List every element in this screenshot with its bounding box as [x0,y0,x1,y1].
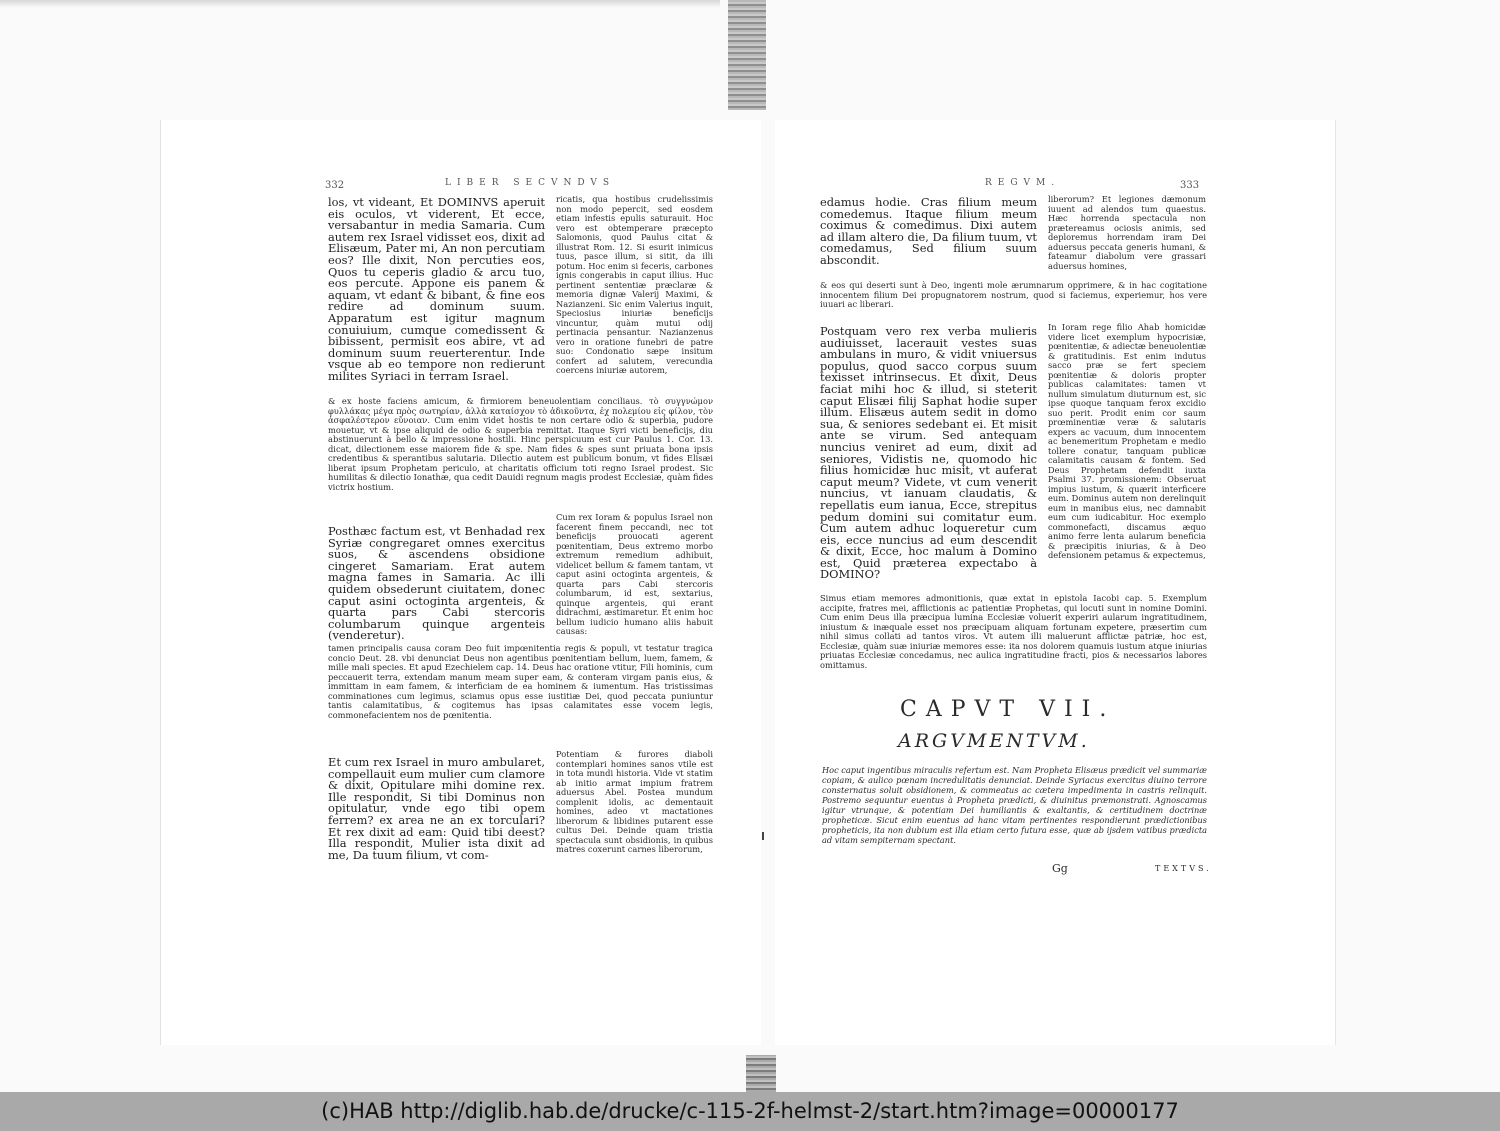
left-running-head: LIBER SECVNDVS [445,178,616,188]
left-main-text-1: los, vt videant, Et DOMINVS aperuit eis oculos, vt viderent, Et ecce, versabantur in media Samaria. Cum autem rex Israel vidisset eos, dixit ad Elisæum, Pater mi, An non percutiam eos? Ille dixit, Non percuties eos, Quos tu ceperis gladio & arcu tuo, eos percute. Appone eis panem & aquam, vt edant & bibant, & fine eos redire ad dominum suum. Apparatum est igitur magnum conuiuium, cumque comedissent & bibissent, permisit eos abire, vt ad dominum suum reuerterentur. Inde vsque ab eo tempore non redierunt milites Syriaci in terram Israel. [328,195,545,383]
chapter-subtitle: ARGVMENTVM. [898,730,1090,752]
right-marginal-note-2: In Ioram rege filio Ahab homicidæ videre licet exemplum hypocrisiæ, pœnitentiæ, & adiectæ beneuolentiæ & gratitudinis. Est enim indutus sacco præ se fert speciem pœnitentiæ & doloris propter publicas calamitates: tamen vt nullum simulatum diuturnum est, sic ipse quoque tanquam ferox excidio suo perit. Prodit enim cor saum prœminentiæ veræ & salutaris expers ac vacuum, dum innocentem ac benemeritum Prophetam e medio tollere conatur, tanquam publicæ calamitatis causam & fontem. Sed Deus Prophetam defendit iuxta Psalmi 37. promissionem: Obseruat impius iustum, & quærit interficere eum. Dominus autem non derelinquit eum in manibus eius, nec damnabit eum cum iudicabitur. Hoc exemplo commonefacti, discamus æquo animo ferre lenta aularum beneficia & præcipitis iniurias, & à Deo defensionem petamus & expectemus, [1048,322,1206,560]
left-page-number: 332 [325,180,345,191]
right-main-text-1: edamus hodie. Cras filium meum comedemus. Itaque filium meum coximus & comedimus. Dixi autem ad illam altero die, Da filium tuum, vt comedamus, Sed filium suum abscondit. [820,195,1037,267]
right-running-head: REGVM. [985,178,1061,188]
margin-mark [762,832,764,840]
chapter-argument: Hoc caput ingentibus miraculis refertum est. Nam Propheta Elisæus prædicit vel summariæ copiam, & aulico pœnam incredulitatis denunciat. Deinde Syriacus exercitus diuino terrore consternatus soluit obsidionem, & commeatus ac cætera impedimenta in castris relinquit. Postremo sequuntur euentus à Propheta prædicti, & diuinitus præmonstrati. Agnoscamus igitur vtrunque, & potentiam Dei humiliantis & exaltantis, & certitudinem doctrinæ propheticæ. Sicut enim euentus ad hanc vitam pertinentes respondierunt prædictionibus propheticis, ita non dubium est illa etiam certo futura esse, quæ ab ijsdem vatibus prædicta ad vitam sempiternam spectant. [822,765,1207,845]
right-commentary-2: Simus etiam memores admonitionis, quæ extat in epistola Iacobi cap. 5. Exemplum accipite, fratres mei, afflictionis ac patientiæ Prophetas, qui locuti sunt in nomine Domini. Cum enim Deus illa præcipua lumina Ecclesiæ voluerit experiri aularum ingratitudinem, iniustum & inæquale esset nos præcipuam aliquam fortunam expetere, præsertim cum nihil simus collati ad tantos viros. Vt autem illi maluerunt afflictæ patriæ, hoc est, Ecclesiæ, quàm suæ iniuriæ memores esse: ita nos dolorem quamuis iustum atque iniurias priuatas Ecclesiæ concedamus, nec aulica ingratitudine fracti, pios & necessarios labores omittamus. [820,593,1207,670]
left-main-text-2: Posthæc factum est, vt Benhadad rex Syriæ congregaret omnes exercitus suos, & ascendens obsidione cingeret Samariam. Erat autem magna fames in Samaria. Ac illi quidem obsederunt ciuitatem, donec caput asini octoginta argenteis, & quarta pars Cabi stercoris columbarum quinque argenteis (venderetur). [328,524,545,643]
scan-edge [0,0,720,8]
left-marginal-note-3: Potentiam & furores diaboli contemplari homines sanos vtile est in tota mundi historia. Vide vt statim ab initio armat impium fratrem aduersus Abel. Postea mundum complenit idolis, ac dementauit homines, adeo vt mactationes liberorum & libidines putarent esse cultus Dei. Deinde quam tristia spectacula sunt obsidionis, in quibus matres coxerunt carnes liberorum, [556,749,713,854]
left-commentary-2: tamen principalis causa coram Deo fuit impœnitentia regis & populi, vt testatur tragica concio Deut. 28. vbi denunciat Deus non agentibus pœnitentiam bellum, luem, famem, & mille mali species. Et apud Ezechielem cap. 14. Deus hac oratione vtitur, Fili hominis, cum peccauerit terra, extendam manum meam super eam, & conteram virgam panis eius, & immittam in eam famem, & interficiam de ea hominem & iumentum. Has tristissimas comminationes cum legimus, sciamus opus esse iustitiæ Dei, quod peccata puniuntur tantis calamitatibus, & cogitemus has ipsas calamitates esse vocem legis, commonefacientem nos de pœnitentia. [328,643,713,720]
left-main-text-3: Et cum rex Israel in muro ambularet, compellauit eum mulier cum clamore & dixit, Opitulare mihi domine rex. Ille respondit, Si tibi Dominus non opitulatur, vnde ego tibi opem ferrem? ex area ne an ex torculari? Et rex dixit ad eam: Quid tibi deest? Illa respondit, Mulier ista dixit ad me, Da tuum filium, vt com- [328,755,545,862]
right-commentary-1: & eos qui deserti sunt à Deo, ingenti mole ærumnarum opprimere, & in hac cogitatione innocentem filium Dei propugnatorem nostrum, quod si faciemus, experiemur, hos vere iuuari ac liberari. [820,280,1207,309]
left-marginal-note-2: Cum rex Ioram & populus Israel non facerent finem peccandi, nec tot beneficijs prouocati agerent pœnitentiam, Deus extremo morbo extremum remedium adhibuit, videlicet bellum & famem tantam, vt caput asini octoginta argenteis, & quarta pars Cabi stercoris columbarum, id est, sextarius, quinque argenteis, qui erant didrachmi, æstimaretur. Et enim hoc bellum iudicio humano aliis habuit causas: [556,512,713,636]
chapter-title: CAPVT VII. [900,697,1116,722]
catchword: TEXTVS. [1155,864,1212,873]
left-commentary-1: & ex hoste faciens amicum, & firmiorem beneuolentiam conciliaus. τὸ συγγνώμον φυλλάκας μέγα πρὸς σωτηρίαν, ἀλλὰ καταίσχον τὸ ἀδικοῦντα, ἐχ πολεμίου εἰς φίλον, τὸν ἀσφαλέστερον εὔνοιαν. Cum enim videt hostis te non certare odio & superbia, pudore mouetur, vt & ipse aliquid de odio & superbia remittat. Itaque Syri victi beneficijs, diu abstinuerunt à bello & impressione hostili. Hinc perspicuum est cur Paulus 1. Cor. 13. dicat, dilectionem esse maiorem fide & spe. Nam fides & spes sunt priuata bona ipsis credentibus & sperantibus salutaria. Dilectio autem est publicum bonum, vt fides Elisæi liberat ipsum Prophetam periculo, at charitatis officium toti regno Israel prodest. Sic humilitas & dilectio Ionathæ, qua cedit Dauidi regnum magis prodest Ecclesiæ, quàm fides victrix hostium. [328,396,713,492]
right-marginal-note-1: liberorum? Et legiones dæmonum iuuent ad alendos tum quaestus. Hæc horrenda spectacula non prætereamus ociosis animis, sed deploremus horrendam iram Dei aduersus peccata generis humani, & fateamur diabolum vere grassari aduersus homines, [1048,194,1206,271]
right-main-text-2: Postquam vero rex verba mulieris audiuisset, lacerauit vestes suas ambulans in muro, & vidit vniuersus populus, quod sacco corpus suum texisset intrinsecus. Et dixit, Deus faciat mihi hoc & illud, si steterit caput Elisæi filij Saphat hodie super illum. Elisæus autem sedit in domo sua, & seniores sedebant ei. Et misit ante se virum. Sed antequam nuncius veniret ad eum, dixit ad seniores, Vidistis ne, quomodo hic filius homicidæ huc misit, vt auferat caput meum? Videte, vt cum venerit nuncius, vt ianuam claudatis, & repellatis eum ianua, Ecce, strepitus pedum domini sui comitatur eum. Cum autem adhuc loqueretur cum eis, ecce nuncius ad eum descendit & dixit, Ecce, hoc malum à Domino est, Quid præterea expectabo à DOMINO? [820,324,1037,582]
gutter-shadow-top [728,0,766,110]
copyright-footer: (c)HAB http://diglib.hab.de/drucke/c-115-2f-helmst-2/start.htm?image=00000177 [0,1092,1500,1131]
right-page-number: 333 [1180,180,1200,191]
left-marginal-note-1: ricatis, qua hostibus crudelissimis non modo pepercit, sed eosdem etiam infestis epulis saturauit. Hoc vero est obtemperare præcepto Salomonis, quod Paulus citat & illustrat Rom. 12. Si esurit inimicus tuus, pasce illum, si sitit, da illi potum. Hoc enim si feceris, carbones ignis congerabis in caput illius. Huc pertinent sententiæ præclaræ & memoria dignæ Valerij Maximi, & Nazianzeni. Sic enim Valerius inquit, Speciosius iniuriæ beneficijs vincuntur, quàm mutui odij pertinacia pensantur. Nazianzenus vero in oratione funebri de patre suo: Condonatio sæpe insitum confert ad salutem, verecundia coercens iniuriæ autorem, [556,194,713,375]
gutter-shadow-bottom [746,1055,776,1092]
signature-mark: Gg [1052,862,1068,875]
